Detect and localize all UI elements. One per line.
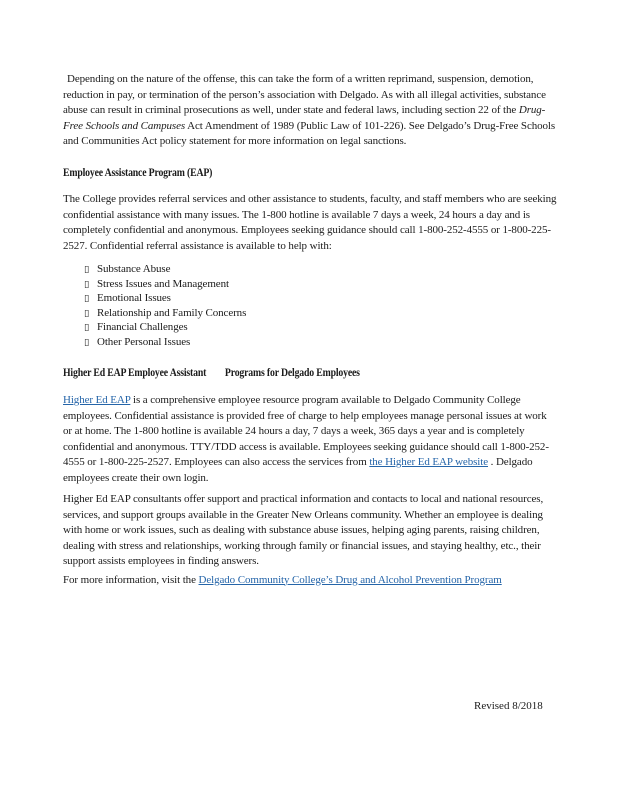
hyperlink[interactable]: Delgado Community College’s Drug and Alcohol Prevention Program [198,573,502,586]
paragraph [63,72,557,150]
list-item [84,307,557,322]
text-run: Higher Ed EAP consultants offer support and practical information and contacts to local and national resources, services, and support groups available in the Greater New Orleans community. Whether an employee is dealing with home or work issues, such as dealing with substance abuse issues, helping aging parents, raising children, dealing with stress and relationships, working through family or financial issues, and staying healthy, etc., their support assists employees in finding answers. [63,493,544,568]
hyperlink[interactable]: Higher Ed EAP [63,394,131,407]
revised-date-label: Revised 8/2018 [474,700,543,712]
list-item [84,321,557,336]
bullet-icon: ▯ [84,279,90,290]
list-item-label: Financial Challenges [97,321,188,334]
text-run: Depending on the nature of the offense, this can take the form of a written reprimand, suspension, demotion, reduction in pay, or termination of the person’s association with Delgado. As with all illegal activities, substance abuse can result in criminal prosecutions as well, under state and federal laws, including section 22 of the [63,73,546,116]
bullet-icon: ▯ [84,294,90,305]
paragraph [63,492,557,570]
list-item-label: Stress Issues and Management [97,277,229,290]
list-item [84,292,557,307]
list-item [84,336,557,351]
text-run: The College provides referral services and other assistance to students, faculty, and staff members who are seeking confidential assistance with many issues. The 1-800 hotline is available 7 days a week, 24 hours a day and is completely confidential and anonymous. Employees seeking guidance should call 1-800-252-4555 or 1-800-225-2527. Confidential referral assistance is available to help with: [63,193,557,252]
list-item-label: Substance Abuse [97,263,171,275]
text-run: Higher Ed EAP Employee Assistant [63,366,207,379]
document-body [63,72,557,588]
bullet-list [63,263,557,351]
section-heading [63,366,483,382]
list-item [84,263,557,278]
text-run: Drug-Free Schools and Campuses [63,104,546,132]
list-item-label: Other Personal Issues [97,335,191,348]
text-run: is a comprehensive employee resource program available to Delgado Community College employees. Confidential assistance is provided free of charge to help employees manage personal issues at work or at home. The 1-800 hotline is available 24 hours a day, 7 days a week, 365 days a year and is completely confidential and anonymous. TTY/TDD access is available. Employees seeking guidance should call 1-800-252-4555 or 1-800-225-2527. Employees can also access the services from [63,394,549,469]
bullet-icon: ▯ [84,323,90,334]
hyperlink[interactable]: the Higher Ed EAP website [369,456,488,469]
text-run: For more information, visit the [63,573,199,586]
paragraph [63,573,557,589]
text-run: Employee Assistance Program (EAP) [63,166,213,179]
paragraph [63,393,557,486]
text-run: Programs for Delgado Employees [224,366,360,379]
list-item-label: Emotional Issues [97,292,171,305]
list-item-label: Relationship and Family Concerns [97,306,247,319]
list-item [84,278,557,293]
paragraph [63,192,557,254]
bullet-icon: ▯ [84,308,90,319]
section-heading [63,166,483,182]
text-run: . Delgado employees create their own login. [63,456,533,484]
bullet-icon: ▯ [84,337,90,348]
text-run: Act Amendment of 1989 (Public Law of 101-226). See Delgado’s Drug-Free Schools and Communities Act policy statement for more information on legal sanctions. [63,119,556,147]
bullet-icon: ▯ [84,265,90,275]
